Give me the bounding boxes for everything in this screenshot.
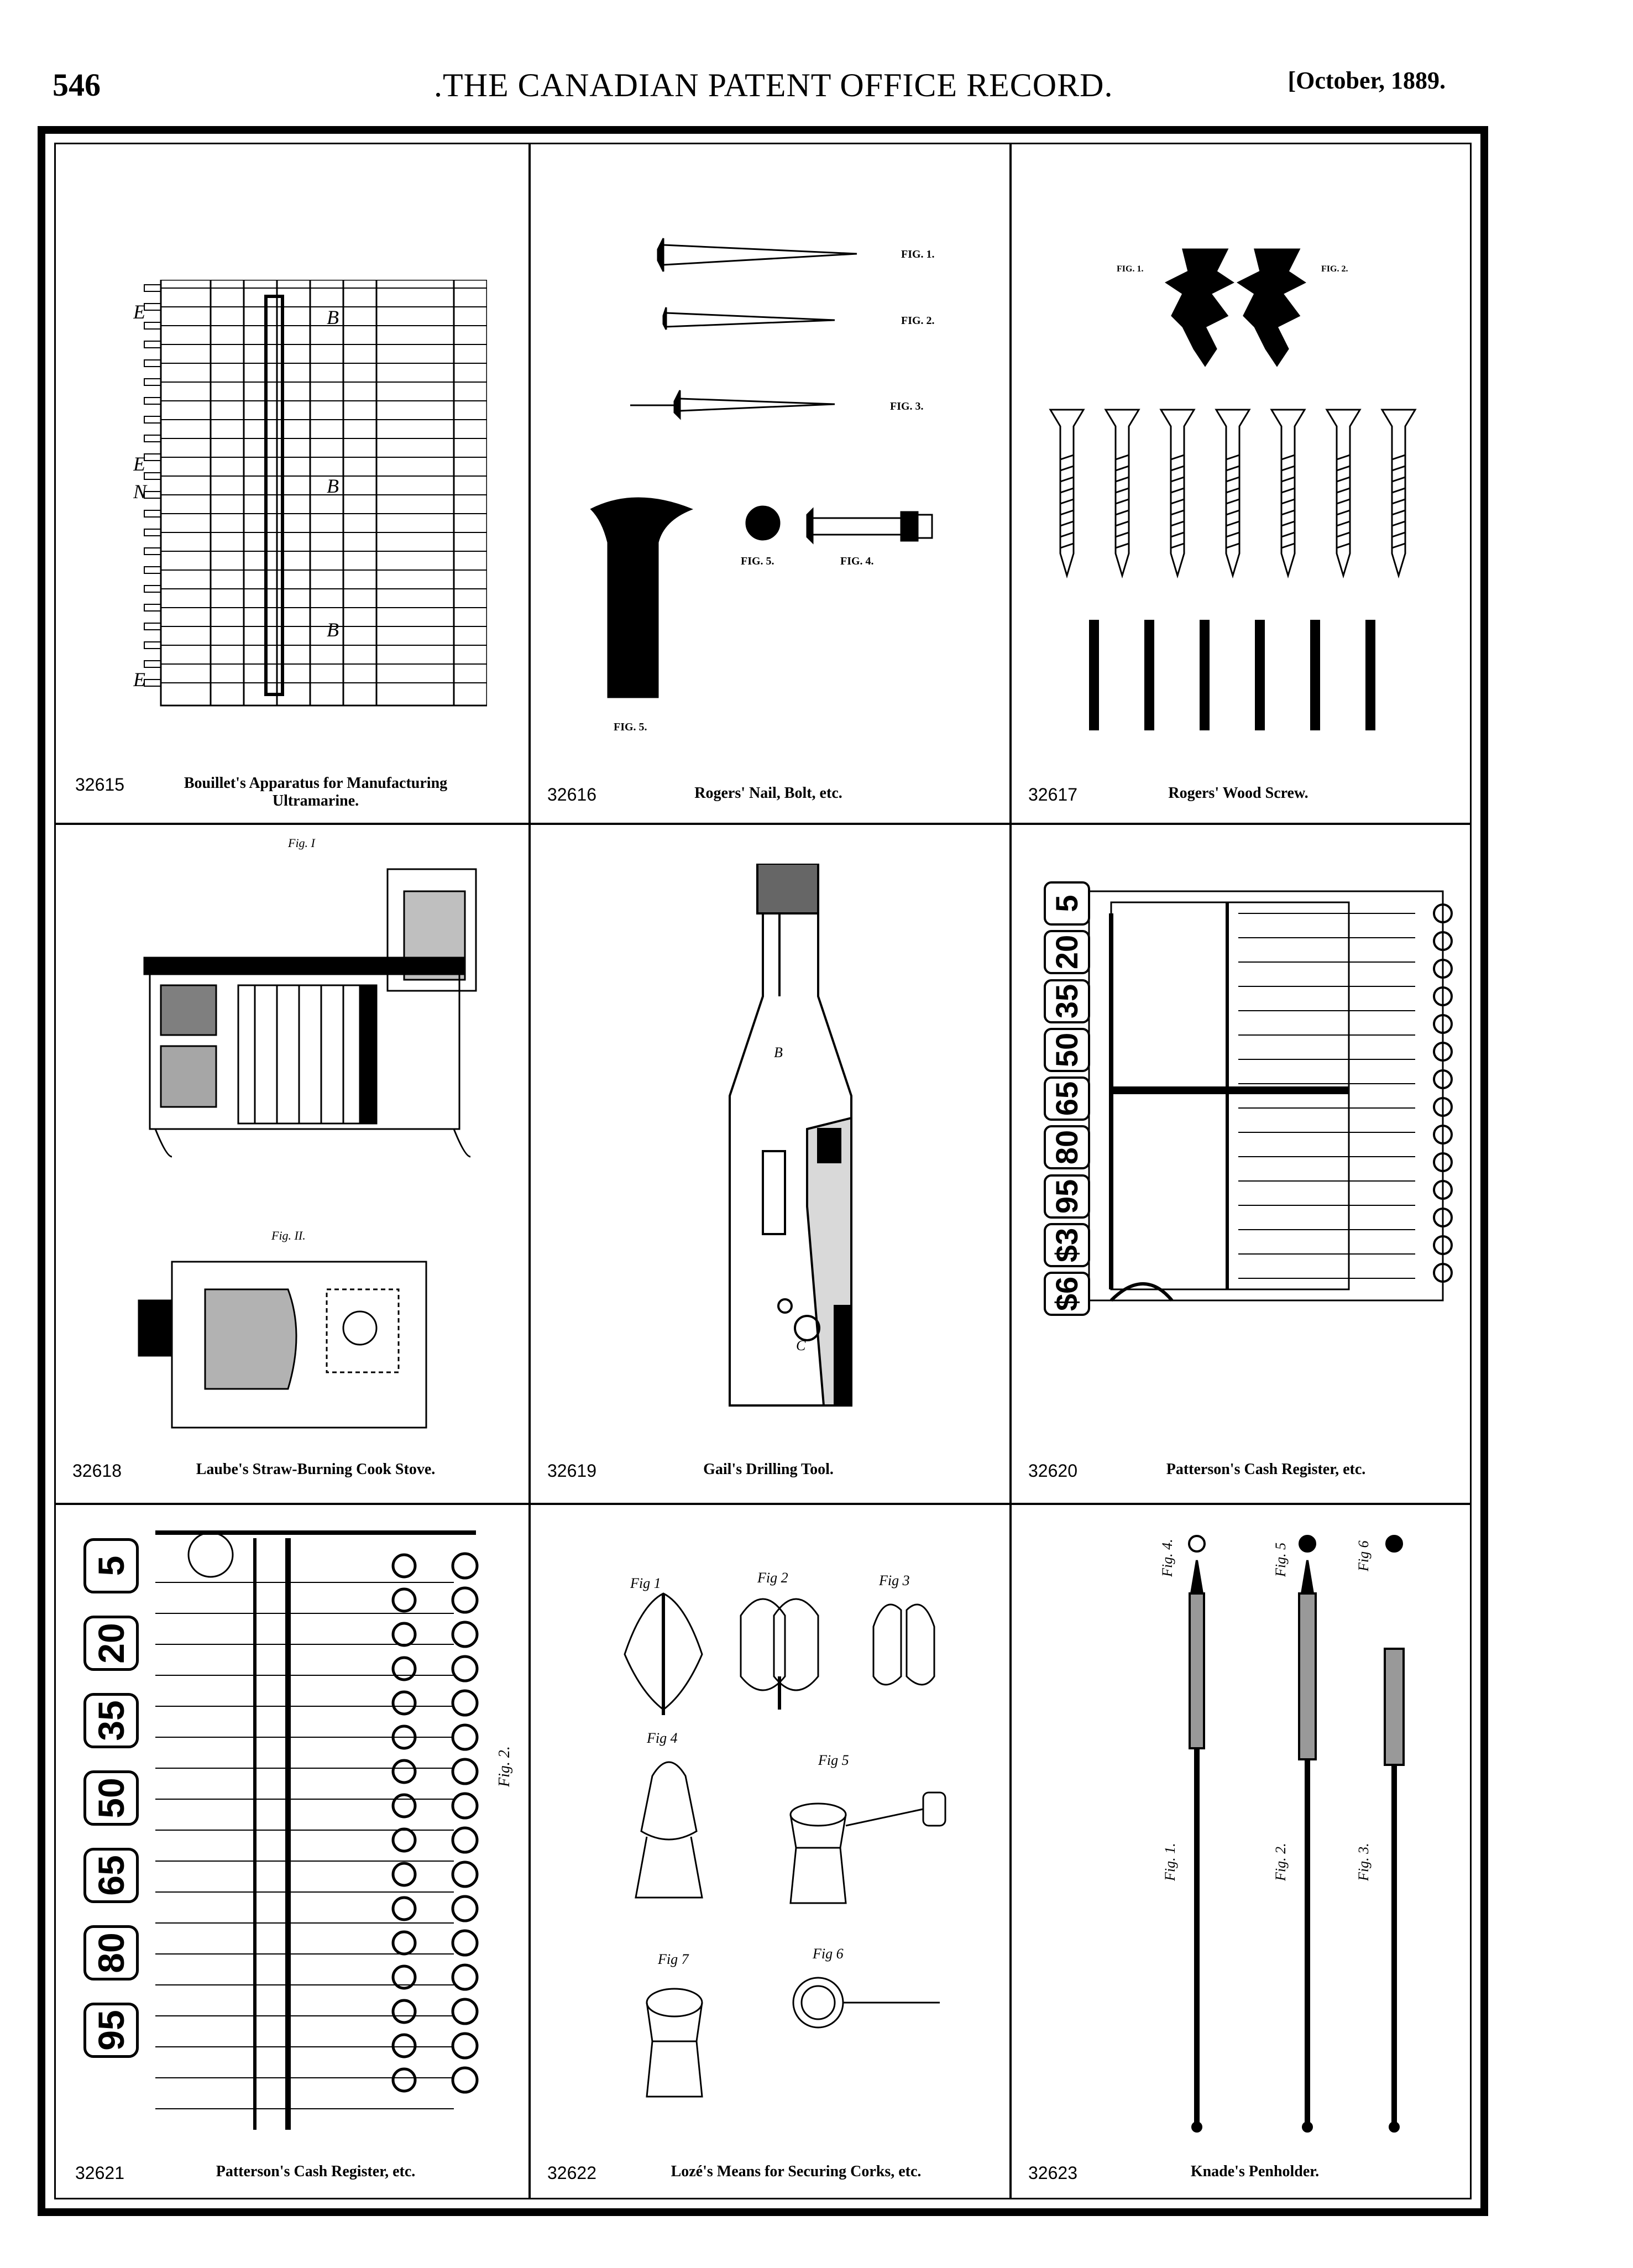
patent-caption [122, 775, 509, 810]
label-E-1: E [133, 301, 145, 323]
patent-caption: Patterson's Cash Register, etc. [1166, 1461, 1366, 1478]
stove-fig-2-label: Fig. II. [271, 1229, 306, 1242]
patent-caption: Rogers' Wood Screw. [1168, 785, 1309, 802]
key-tag: 50 [83, 1770, 139, 1826]
fig-2-label: FIG. 2. [901, 315, 935, 327]
ultramarine-apparatus-drawing [133, 280, 487, 717]
pen-fig-2-label: Fig. 2. [1273, 1843, 1289, 1881]
fig-4-label: FIG. 4. [840, 555, 874, 567]
patent-caption: Lozé's Means for Securing Corks, etc. [671, 2163, 922, 2180]
patent-cell-32620 [1012, 825, 1472, 1503]
patent-number: 32622 [547, 2163, 596, 2183]
patent-number: 32616 [547, 785, 596, 804]
cork-fig-1-label: Fig 1 [630, 1575, 661, 1591]
cork-fig-3-label: Fig 3 [879, 1572, 910, 1588]
pen-fig-3-label: Fig. 3. [1355, 1843, 1372, 1881]
patent-number: 32619 [547, 1461, 596, 1481]
cork-fig-4-label: Fig 4 [647, 1730, 678, 1746]
patent-number: 32620 [1028, 1461, 1077, 1481]
key-tag: 80 [83, 1925, 139, 1980]
cash-register-key-tags [1045, 880, 1089, 1317]
issue-date: [October, 1889. [1287, 67, 1446, 94]
label-E-3: E [133, 668, 145, 691]
patent-caption: Laube's Straw-Burning Cook Stove. [196, 1461, 436, 1478]
key-tag: 95 [83, 2003, 139, 2058]
patent-number: 32615 [75, 775, 124, 795]
fig-1-label: FIG. 1. [901, 248, 935, 260]
page-number: 546 [53, 67, 101, 103]
key-tag: 35 [1044, 979, 1090, 1023]
fig-3-label: FIG. 3. [890, 400, 924, 412]
drill-label-C: C [796, 1337, 806, 1354]
key-tag: 35 [83, 1693, 139, 1748]
wood-screw-drawing [1045, 238, 1443, 764]
patent-cell-32622 [531, 1505, 1009, 2200]
pen-fig-4-label: Fig. 4. [1159, 1539, 1175, 1577]
key-tag: 50 [1044, 1028, 1090, 1072]
patent-cell-32619 [531, 825, 1009, 1503]
fig-5-section-label: FIG. 5. [614, 721, 647, 733]
publication-title: .THE CANADIAN PATENT OFFICE RECORD. [434, 67, 1113, 103]
label-B-2: B [327, 475, 339, 497]
patent-cell-32617 [1012, 144, 1472, 823]
key-tag: 65 [83, 1848, 139, 1903]
cork-fig-6-label: Fig 6 [813, 1946, 844, 1962]
cash-register-key-drawing [144, 1522, 520, 2157]
cash-register-drawing [1028, 880, 1465, 1433]
patent-cell-32615 [56, 144, 528, 823]
key-tag: 20 [83, 1616, 139, 1671]
key-tag: 80 [1044, 1125, 1090, 1169]
patent-caption-line-2: Ultramarine. [272, 792, 359, 809]
cook-stove-drawing [122, 836, 509, 1455]
drilling-tool-drawing [669, 864, 890, 1439]
cork-fig-7-label: Fig 7 [658, 1951, 689, 1967]
penholder-drawing [1067, 1527, 1426, 2141]
cork-securing-drawing [586, 1571, 973, 2124]
patent-caption: Patterson's Cash Register, etc. [216, 2163, 416, 2180]
drill-label-B: B [774, 1044, 783, 1060]
key-tag: 5 [1044, 881, 1090, 926]
patent-caption: Rogers' Nail, Bolt, etc. [694, 785, 842, 802]
screw-fig-1-label: FIG. 1. [1117, 264, 1144, 274]
label-E-2: E [133, 453, 145, 475]
key-tag: 5 [83, 1538, 139, 1593]
patent-number: 32618 [72, 1461, 122, 1481]
key-tag: 65 [1044, 1076, 1090, 1121]
pen-fig-5-label: Fig. 5 [1273, 1542, 1289, 1577]
screw-fig-2-label: FIG. 2. [1321, 264, 1348, 274]
patent-cell-32616 [531, 144, 1009, 823]
patent-caption: Knade's Penholder. [1190, 2163, 1320, 2180]
label-B-1: B [327, 306, 339, 328]
cork-fig-5-label: Fig 5 [818, 1752, 849, 1768]
pen-fig-6-label: Fig 6 [1355, 1540, 1372, 1571]
plate-frame [38, 126, 1488, 2216]
key-tag: 95 [1044, 1174, 1090, 1219]
stove-fig-1-label: Fig. I [288, 836, 315, 850]
plate-grid [54, 143, 1472, 2199]
cork-fig-2-label: Fig 2 [757, 1571, 788, 1586]
fig-5-label: FIG. 5. [741, 555, 774, 567]
patent-caption-line-1: Bouillet's Apparatus for Manufacturing [184, 775, 448, 792]
patent-cell-32623 [1012, 1505, 1472, 2200]
label-N: N [133, 480, 147, 503]
patent-number: 32623 [1028, 2163, 1077, 2183]
patent-caption: Gail's Drilling Tool. [703, 1461, 834, 1478]
register-fig-2-label: Fig. 2. [496, 1746, 513, 1787]
key-tag: $3 [1044, 1223, 1090, 1267]
key-tag: 20 [1044, 930, 1090, 974]
register-key-tags-left [83, 1538, 139, 2058]
pen-fig-1-label: Fig. 1. [1162, 1843, 1178, 1881]
nail-bolt-drawing [547, 211, 990, 764]
key-tag: $6 [1044, 1272, 1090, 1316]
page-header [53, 66, 1446, 116]
label-B-3: B [327, 619, 339, 641]
patent-number: 32617 [1028, 785, 1077, 804]
patent-cell-32621 [56, 1505, 528, 2200]
patent-number: 32621 [75, 2163, 124, 2183]
patent-cell-32618 [56, 825, 528, 1503]
